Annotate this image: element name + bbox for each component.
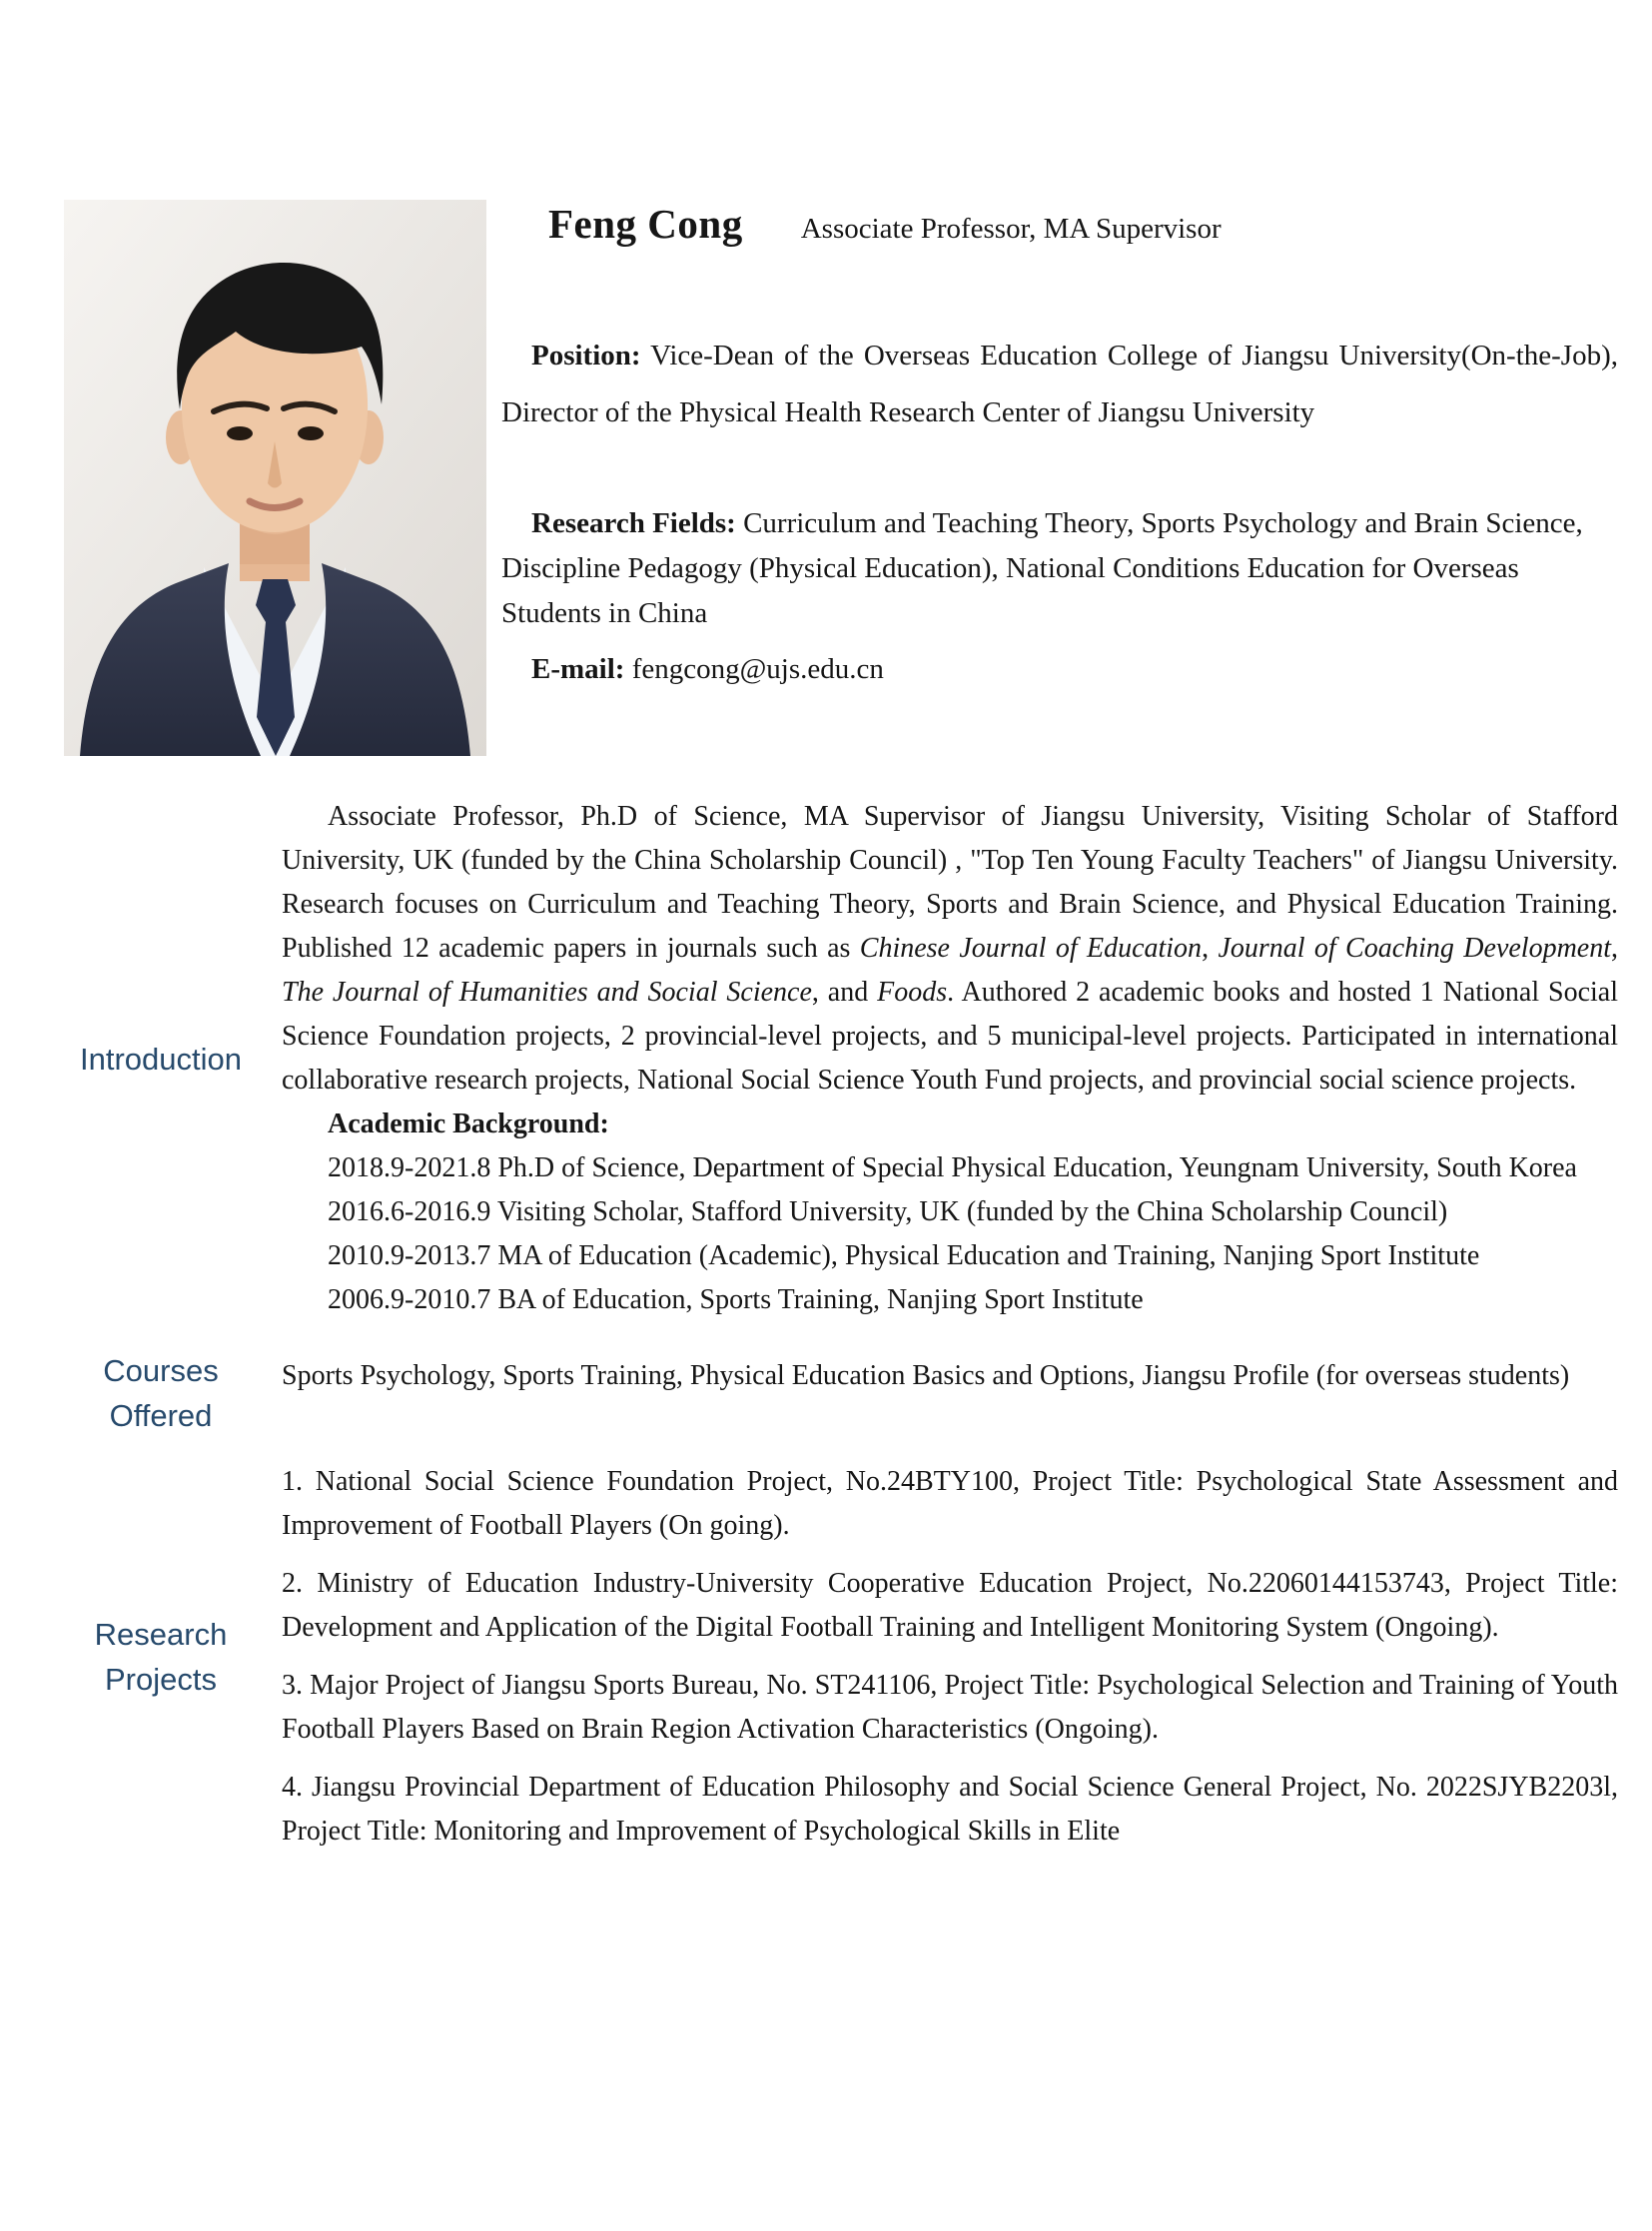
person-name: Feng Cong xyxy=(548,201,743,247)
academic-background-heading: Academic Background: xyxy=(328,1109,609,1139)
section-label-research-projects xyxy=(40,1460,282,1854)
bio-segment: . Authored 2 academic books and hosted 1 National Social Science Foundation projects, 2 provincial-level projects, and 5 municipal-level projects. Participated in international collaborative research projects, National Social Science Youth Fund projects, and provincial social science projects. xyxy=(282,977,1619,1096)
section-label-introduction xyxy=(40,795,282,1322)
research-projects-content xyxy=(282,1460,1618,1854)
research-project-item: 1. National Social Science Foundation Project, No.24BTY100, Project Title: Psychological State Assessment and Improvement of Football Players (On going). xyxy=(282,1466,1618,1541)
bio-segment: , xyxy=(1202,933,1219,964)
section-courses-offered xyxy=(40,1348,1618,1438)
position-label: Position: xyxy=(531,340,641,372)
bio-segment-journal: Foods xyxy=(877,977,948,1008)
courses-text: Sports Psychology, Sports Training, Physical Education Basics and Options, Jiangsu Profile (for overseas students) xyxy=(282,1360,1570,1391)
research-fields-text: Curriculum and Teaching Theory, Sports Psychology and Brain Science, Discipline Pedagogy (Physical Education), National Conditions Education for Overseas Students in China xyxy=(501,507,1583,629)
email-value: fengcong@ujs.edu.cn xyxy=(624,653,884,685)
education-entry: 2016.6-2016.9 Visiting Scholar, Stafford University, UK (funded by the China Scholarship Council) xyxy=(328,1196,1448,1227)
research-fields-label: Research Fields: xyxy=(531,507,736,539)
introduction-content xyxy=(282,795,1618,1322)
research-project-item: 4. Jiangsu Provincial Department of Education Philosophy and Social Science General Project, No. 2022SJYB2203l, Project Title: Monitoring and Improvement of Psychological Skills in Elite xyxy=(282,1772,1618,1847)
research-project-item: 2. Ministry of Education Industry-University Cooperative Education Project, No.22060144153743, Project Title: Development and Application of the Digital Football Training and Intelligent Monitoring System (Ongoing). xyxy=(282,1568,1618,1643)
profile-photo xyxy=(64,200,486,756)
email-label: E-mail: xyxy=(531,653,625,685)
courses-label-line2: Offered xyxy=(109,1398,213,1433)
position-text: Vice-Dean of the Overseas Education College of Jiangsu University(On-the-Job), Director of the Physical Health Research Center of Jiangsu University xyxy=(501,340,1618,428)
section-label-courses-offered xyxy=(40,1348,282,1438)
bio-segment-journal: Chinese Journal of Education xyxy=(859,933,1203,964)
section-research-projects xyxy=(40,1460,1618,1854)
research-label-line1: Research xyxy=(94,1617,228,1652)
research-project-item: 3. Major Project of Jiangsu Sports Bureau, No. ST241106, Project Title: Psychological Selection and Training of Youth Football Players Based on Brain Region Activation Characteristics (Ongoing). xyxy=(282,1670,1618,1745)
education-entry: 2010.9-2013.7 MA of Education (Academic), Physical Education and Training, Nanjing Sport Institute xyxy=(328,1240,1480,1271)
bio-segment-journal: The Journal of Humanities and Social Science xyxy=(282,977,812,1008)
portrait-image xyxy=(64,200,486,756)
header-name-row xyxy=(548,200,1222,248)
courses-content xyxy=(282,1348,1618,1438)
position-paragraph xyxy=(501,328,1618,441)
courses-label-line1: Courses xyxy=(103,1353,219,1388)
research-label-line2: Projects xyxy=(105,1662,217,1697)
bio-segment: Associate Professor, Ph.D of Science, MA Supervisor of Jiangsu University, Visiting Scholar of Stafford University, UK (funded by the China Scholarship Council) , "Top Ten Young Faculty Teachers" of Jiangsu University. Research focuses on Curriculum and Teaching Theory, Sports and Brain Science, and Physical Education Training. Published 12 academic papers in journals such as xyxy=(282,801,1618,964)
research-fields-paragraph xyxy=(501,501,1618,636)
main-content xyxy=(40,795,1618,1854)
bio-segment-journal: Journal of Coaching Development xyxy=(1218,933,1612,964)
education-entry: 2006.9-2010.7 BA of Education, Sports Training, Nanjing Sport Institute xyxy=(328,1284,1144,1315)
bio-segment: , and xyxy=(811,977,878,1008)
introduction-label: Introduction xyxy=(80,1041,242,1077)
person-title: Associate Professor, MA Supervisor xyxy=(800,213,1222,245)
introduction-bio xyxy=(282,795,1618,1103)
email-row xyxy=(501,647,1618,692)
education-entry: 2018.9-2021.8 Ph.D of Science, Department of Special Physical Education, Yeungnam University, South Korea xyxy=(328,1152,1577,1183)
bio-segment: , xyxy=(1611,933,1619,964)
section-introduction xyxy=(40,795,1618,1322)
